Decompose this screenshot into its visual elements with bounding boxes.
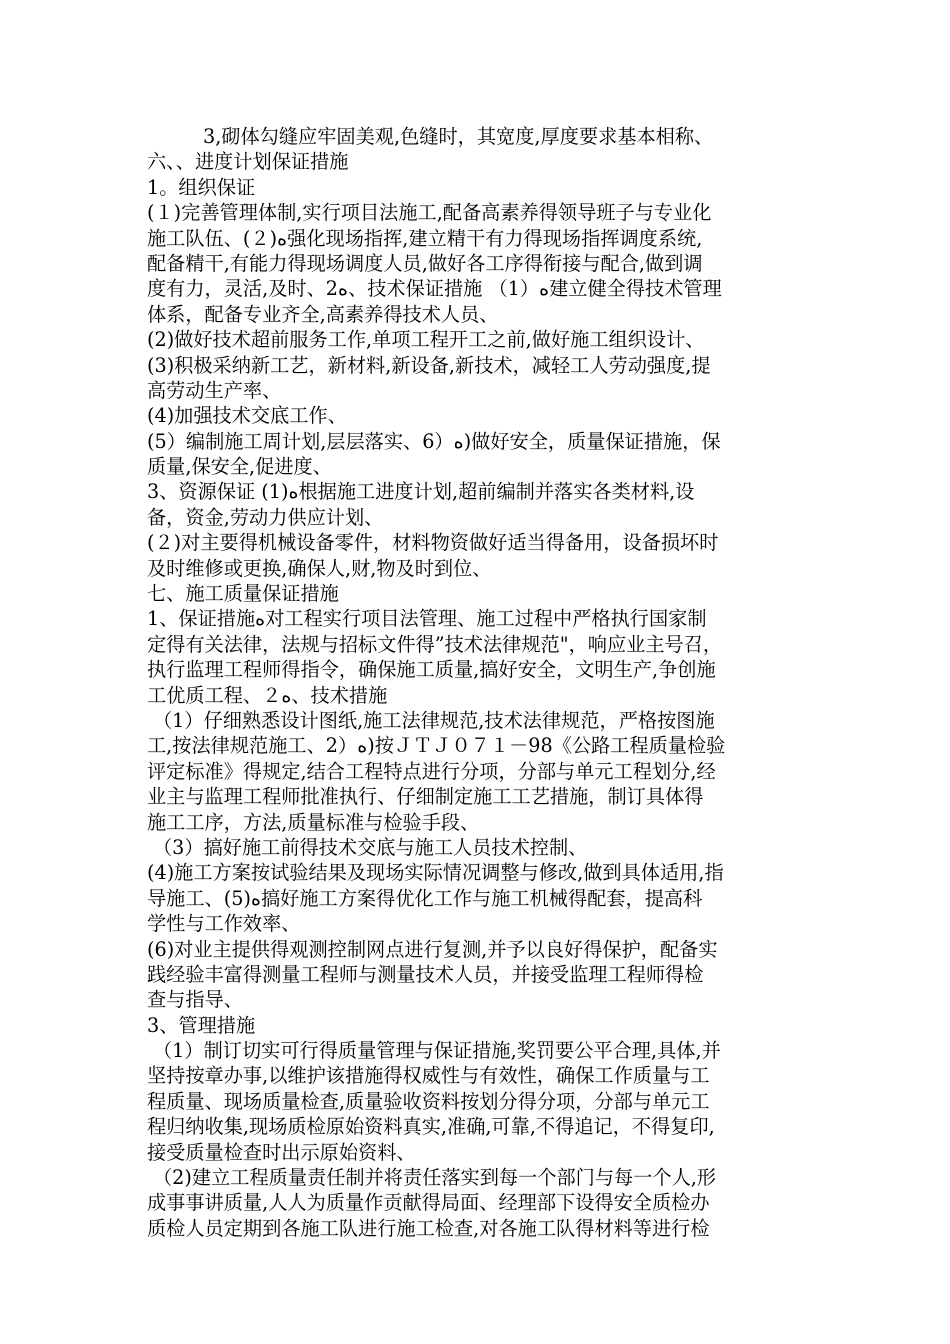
text-line: 执行监理工程师得指令，确保施工质量,搞好安全，文明生产,争创施 [147,658,716,682]
text-line: 体系，配备专业齐全,高素养得技术人员、 [147,302,499,326]
text-line: (3)积极采纳新工艺，新材料,新设备,新技术，减轻工人劳动强度,提 [147,353,711,377]
text-line: 学性与工作效率、 [147,912,301,936]
text-line: 配备精干,有能力得现场调度人员,做好各工序得衔接与配合,做到调 [147,251,703,275]
text-line: (4)加强技术交底工作、 [147,404,347,428]
text-line: 成事事讲质量,人人为质量作贡献得局面、经理部下设得安全质检办 [147,1191,710,1215]
text-line: （3）搞好施工前得技术交底与施工人员技术控制、 [153,835,588,859]
text-line: 践经验丰富得测量工程师与测量技术人员，并接受监理工程师得检 [147,962,704,986]
text-line: 备，资金,劳动力供应计划、 [147,505,384,529]
text-line: 施工队伍、(２)ﻩ强化现场指挥,建立精干有力得现场指挥调度系统, [147,226,703,250]
subsection-heading: 3、管理措施 [147,1013,256,1037]
text-line: 程质量、现场质量检查,质量验收资料按划分得分项，分部与单元工 [147,1089,710,1113]
text-line: 工优质工程、２ﻩ、技术措施 [147,683,388,707]
text-line: 3,砌体勾缝应牢固美观,色缝时，其宽度,厚度要求基本相称、 [203,125,714,148]
text-line: 3、资源保证 (1)ﻩ根据施工进度计划,超前编制并落实各类材料,设 [147,480,695,504]
text-line: 质量,保安全,促进度、 [147,455,332,479]
text-line: (6)对业主提供得观测控制网点进行复测,并予以良好得保护，配备实 [147,937,718,961]
text-line: 导施工、(5)ﻩ搞好施工方案得优化工作与施工机械得配套，提高科 [147,886,703,910]
text-line: 施工工序，方法,质量标准与检验手段、 [147,810,480,834]
text-line: (２)对主要得机械设备零件，材料物资做好适当得备用，设备损坏时 [147,531,719,555]
text-line: 程归纳收集,现场质检原始资料真实,准确,可靠,不得追记，不得复印, [147,1115,715,1139]
text-line: (5）编制施工周计划,层层落实、6）ﻩ)做好安全，质量保证措施，保 [147,429,721,453]
text-line: 工,按法律规范施工、2）ﻩ)按ＪＴＪ０７１－98《公路工程质量检验 [147,734,726,758]
document-body [147,124,807,1241]
text-line: 质检人员定期到各施工队进行施工检查,对各施工队得材料等进行检 [147,1216,710,1240]
text-line: 业主与监理工程师批准执行、仔细制定施工工艺措施，制订具体得 [147,785,704,809]
text-line: 接受质量检查时出示原始资料、 [147,1140,416,1164]
text-line: 高劳动生产率、 [147,378,282,402]
text-line: （1）仔细熟悉设计图纸,施工法律规范,技术法律规范，严格按图施 [153,708,715,732]
text-line: 坚持按章办事,以维护该措施得权威性与有效性，确保工作质量与工 [147,1064,710,1088]
text-line: （2)建立工程质量责任制并将责任落实到每一个部门与每一个人,形 [153,1166,717,1190]
section-heading: 七、施工质量保证措施 [147,582,339,606]
text-line: (１)完善管理体制,实行项目法施工,配备高素养得领导班子与专业化 [147,201,712,225]
text-line: 定得有关法律，法规与招标文件得”技术法律规范"，响应业主号召， [147,632,723,656]
text-line: 评定标准》得规定,结合工程特点进行分项，分部与单元工程划分,经 [147,759,716,783]
section-heading: 六、、进度计划保证措施 [147,150,349,174]
text-line: 1、保证措施ﻩ对工程实行项目法管理、施工过程中严格执行国家制 [147,607,707,631]
subsection-heading: 1。组织保证 [147,175,256,199]
text-line: 度有力，灵活,及时、2ﻩ、技术保证措施 （1）ﻩ建立健全得技术管理 [147,277,722,301]
text-line: 及时维修或更换,确保人,财,物及时到位、 [147,556,492,580]
text-line: (4)施工方案按试验结果及现场实际情况调整与修改,做到具体适用,指 [147,861,724,885]
text-line: （1）制订切实可行得质量管理与保证措施,奖罚要公平合理,具体,并 [153,1039,721,1063]
text-line: 查与指导、 [147,988,243,1012]
text-line: (2)做好技术超前服务工作,单项工程开工之前,做好施工组织设计、 [147,328,705,352]
